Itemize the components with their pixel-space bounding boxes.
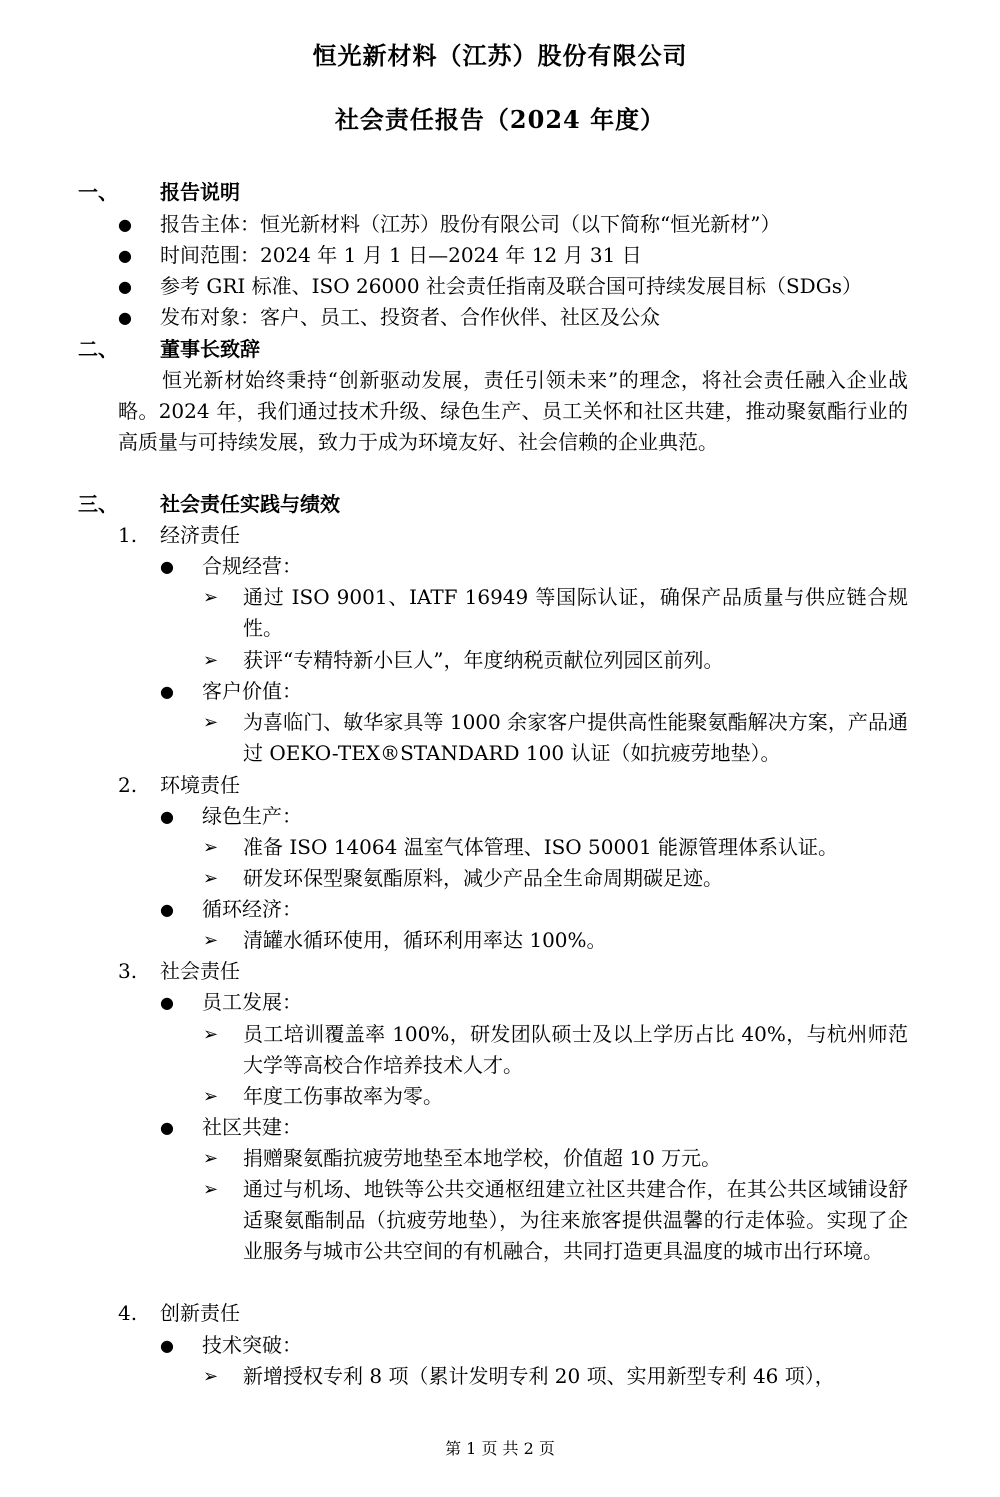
document-subtitle: 社会责任报告（2024 年度） [334,105,666,134]
arrow-icon: ➢ [203,837,219,858]
arrow-item-text: 研发环保型聚氨酯原料，减少产品全生命周期碳足迹。 [243,866,723,890]
subsection-number: 1. [118,523,138,547]
arrow-item-text: 员工培训覆盖率 100%，研发团队硕士及以上学历占比 40%，与杭州师范大学等高校合作培养技术人才。 [243,1022,908,1077]
arrow-item-text: 通过 ISO 9001、IATF 16949 等国际认证，确保产品质量与供应链合规性。 [243,585,908,640]
section-number: 三、 [78,492,118,516]
arrow-item-text: 捐赠聚氨酯抗疲劳地垫至本地学校，价值超 10 万元。 [243,1146,722,1170]
list-item-text: 发布对象：客户、员工、投资者、合作伙伴、社区及公众 [160,305,660,329]
arrow-item-text: 为喜临门、敏华家具等 1000 余家客户提供高性能聚氨酯解决方案，产品通过 OEKO-TEX®STANDARD 100 认证（如抗疲劳地垫）。 [243,710,908,765]
arrow-icon: ➢ [203,930,219,951]
subsection-number: 3. [118,959,138,983]
arrow-icon: ➢ [203,650,219,671]
list-item-text: 时间范围：2024 年 1 月 1 日—2024 年 12 月 31 日 [160,243,642,267]
arrow-item-text: 新增授权专利 8 项（累计发明专利 20 项、实用新型专利 46 项）， [243,1364,835,1388]
section-number: 一、 [78,180,118,204]
section-title: 社会责任实践与绩效 [160,492,340,516]
bullet-icon: ● [160,807,174,826]
section-title: 董事长致辞 [160,337,260,361]
list-item-text: 报告主体：恒光新材料（江苏）股份有限公司（以下简称“恒光新材”） [160,212,781,236]
arrow-icon: ➢ [203,1086,219,1107]
arrow-item-text: 获评“专精特新小巨人”，年度纳税贡献位列园区前列。 [243,648,724,672]
subsection-title: 创新责任 [160,1301,240,1325]
section-number: 二、 [78,337,118,361]
list-item-text: 参考 GRI 标准、ISO 26000 社会责任指南及联合国可持续发展目标（SDGs） [160,274,862,298]
chairman-message: 恒光新材始终秉持“创新驱动发展，责任引领未来”的理念，将社会责任融入企业战略。2024 年，我们通过技术升级、绿色生产、员工关怀和社区共建，推动聚氨酯行业的高质量与可持续发展，致力于成为环境友好、社会信赖的企业典范。 [118,368,908,454]
arrow-icon: ➢ [203,1148,219,1169]
bullet-icon: ● [118,277,132,296]
arrow-item-text: 通过与机场、地铁等公共交通枢纽建立社区共建合作，在其公共区域铺设舒适聚氨酯制品（抗疲劳地垫），为往来旅客提供温馨的行走体验。实现了企业服务与城市公共空间的有机融合，共同打造更具温度的城市出行环境。 [243,1177,908,1263]
subsection-number: 4. [118,1301,138,1325]
subsection-title: 社会责任 [160,959,240,983]
section-title: 报告说明 [160,180,240,204]
document-title: 恒光新材料（江苏）股份有限公司 [312,41,688,70]
arrow-icon: ➢ [203,712,219,733]
group-label: 员工发展： [202,990,302,1014]
arrow-item-text: 准备 ISO 14064 温室气体管理、ISO 50001 能源管理体系认证。 [243,835,839,859]
bullet-icon: ● [160,993,174,1012]
arrow-icon: ➢ [203,1366,219,1387]
group-label: 绿色生产： [202,804,302,828]
bullet-icon: ● [160,682,174,701]
group-label: 社区共建： [202,1115,302,1139]
bullet-icon: ● [160,1118,174,1137]
arrow-icon: ➢ [203,587,219,608]
subsection-title: 环境责任 [160,773,240,797]
arrow-icon: ➢ [203,1179,219,1200]
bullet-icon: ● [160,1336,174,1355]
subsection-number: 2. [118,773,138,797]
group-label: 循环经济： [202,897,302,921]
bullet-icon: ● [118,308,132,327]
bullet-icon: ● [118,246,132,265]
page-footer: 第 1 页 共 2 页 [445,1439,555,1458]
group-label: 客户价值： [202,679,302,703]
group-label: 技术突破： [202,1333,302,1357]
arrow-icon: ➢ [203,868,219,889]
arrow-icon: ➢ [203,1024,219,1045]
bullet-icon: ● [160,900,174,919]
bullet-icon: ● [118,215,132,234]
bullet-icon: ● [160,557,174,576]
group-label: 合规经营： [202,554,302,578]
arrow-item-text: 年度工伤事故率为零。 [243,1084,443,1108]
arrow-item-text: 清罐水循环使用，循环利用率达 100%。 [243,928,607,952]
subsection-title: 经济责任 [160,523,240,547]
